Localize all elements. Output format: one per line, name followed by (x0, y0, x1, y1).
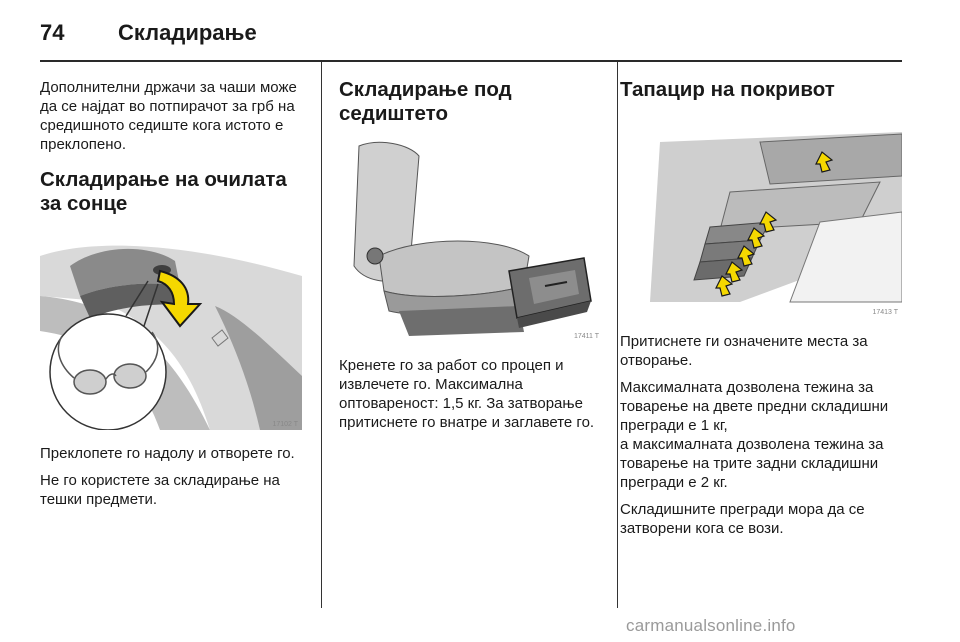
paragraph-under-seat: Кренете го за работ со процеп и извлечете го. Максимална оптовареност: 1,5 кг. За затворање притиснете го внатре и заглавете го. (339, 357, 595, 431)
page-header (40, 14, 920, 60)
column-divider-2 (617, 62, 618, 608)
figure-under-seat-storage (339, 136, 603, 342)
watermark: carmanualsonline.info (626, 616, 796, 635)
section-heading-sunglasses: Складирање на очилата за сонце (40, 168, 287, 215)
figure-code: 17102 T (272, 421, 298, 428)
figure-code: 17411 T (573, 333, 599, 340)
figure-code: 17413 T (872, 309, 898, 316)
column-1 (40, 78, 310, 517)
page-title: Складирање (118, 20, 257, 45)
intro-paragraph: Дополнителни држачи за чаши може да се најдат во потпирачот за грб на средишното седиште кога истото е преклопено. (40, 79, 297, 153)
section-heading-headliner: Тапацир на покривот (620, 78, 835, 101)
paragraph-weights: Максималната дозволена тежина за товарење на двете предни складишни прегради е 1 кг, а максималната дозволена тежина за товарење на трите задни складишни прегради е 2 кг. (620, 379, 889, 491)
column-3 (620, 78, 905, 546)
column-2 (339, 78, 609, 440)
figure-headliner-storage (620, 112, 902, 318)
page-number: 74 (40, 20, 65, 45)
paragraph-warning: Не го користете за складирање на тешки предмети. (40, 472, 280, 508)
column-divider-1 (321, 62, 322, 608)
paragraph-open: Преклопете го надолу и отворете го. (40, 445, 295, 462)
header-rule (40, 60, 902, 62)
paragraph-closed: Складишните прегради мора да се затворени кога се вози. (620, 501, 865, 537)
section-heading-under-seat: Складирање под седиштето (339, 78, 512, 125)
paragraph-press: Притиснете ги означените места за отворање. (620, 333, 868, 369)
figure-sunglasses-storage (40, 226, 302, 430)
